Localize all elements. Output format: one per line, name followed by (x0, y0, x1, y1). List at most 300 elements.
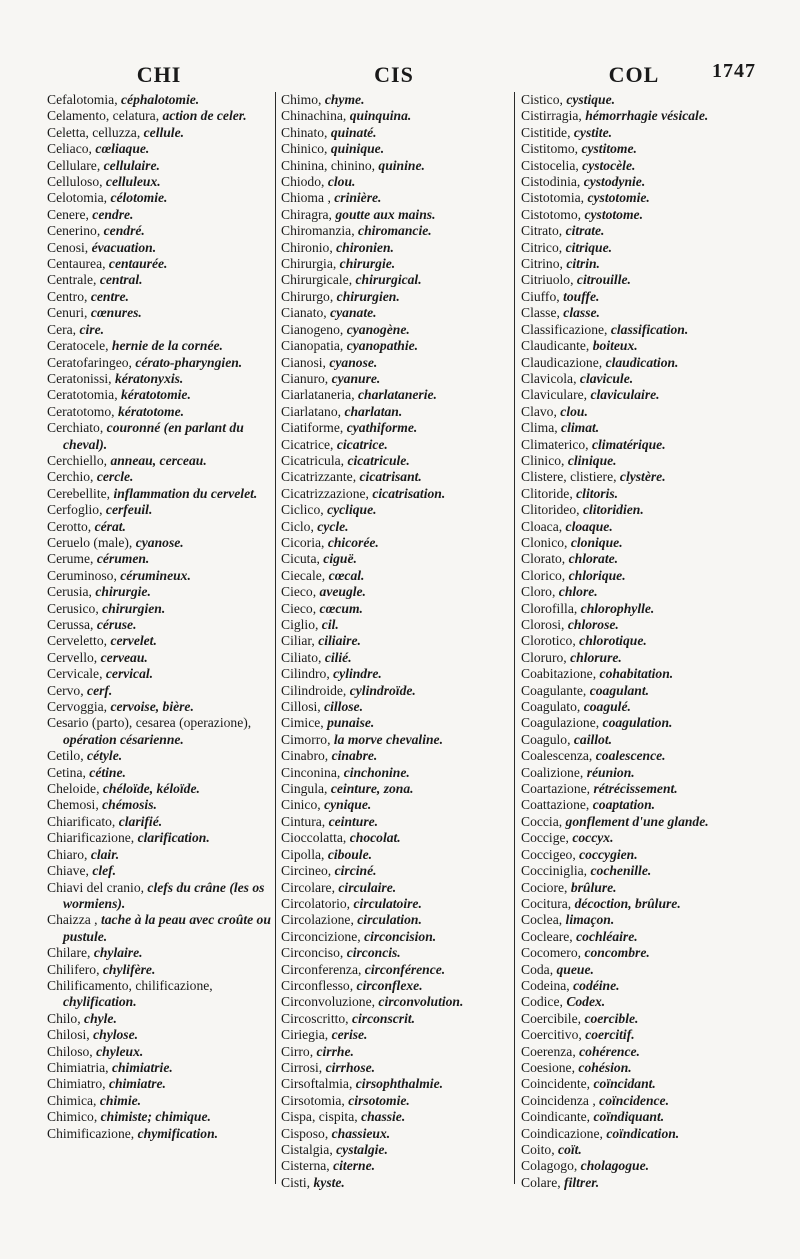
entry-translation: cystite. (573, 124, 613, 140)
entry-term: Ceratofaringeo, (47, 354, 132, 370)
entry-translation: cérat. (94, 518, 126, 534)
dictionary-entry (281, 551, 509, 567)
entry-term: Celamento, celatura, (47, 108, 160, 124)
entry-term: Chinico, (281, 141, 328, 157)
entry-translation: circonvolution. (378, 994, 464, 1010)
entry-translation: coïncidence. (599, 1092, 669, 1108)
dictionary-entry (521, 683, 753, 699)
entry-term: Circonvoluzione, (281, 994, 376, 1010)
dictionary-entry (47, 469, 271, 485)
dictionary-entry (281, 814, 509, 830)
dictionary-entry (521, 125, 753, 141)
dictionary-entry (47, 272, 271, 288)
entry-translation: cohésion. (578, 1059, 632, 1075)
entry-translation: évacuation. (91, 239, 157, 255)
entry-term: Coalescenza, (521, 748, 593, 764)
dictionary-entry (281, 568, 509, 584)
entry-term: Chimificazione, (47, 1125, 135, 1141)
entry-term: Chiloso, (47, 1043, 93, 1059)
dictionary-entry (281, 1044, 509, 1060)
entry-term: Cistodinia, (521, 174, 581, 190)
entry-term: Cerfoglio, (47, 502, 103, 518)
entry-term: Coda, (521, 961, 554, 977)
entry-translation: la morve chevaline. (333, 731, 443, 747)
entry-translation: décoction, brûlure. (574, 895, 681, 911)
entry-translation: cystotome. (584, 206, 643, 222)
dictionary-entry (47, 420, 271, 453)
entry-translation: cicatrice. (336, 436, 388, 452)
entry-translation: cystalgie. (336, 1142, 388, 1157)
entry-term: Ciliar, (281, 633, 315, 649)
entry-translation: chassie. (361, 1109, 406, 1125)
dictionary-entry (281, 108, 509, 124)
dictionary-entry (47, 568, 271, 584)
entry-term: Cesario (parto), cesarea (operazione), (47, 715, 252, 731)
dictionary-entry (521, 1060, 753, 1076)
entry-translation: cycle. (317, 518, 349, 534)
entry-term: Circolare, (281, 879, 335, 895)
entry-translation: cystodynie. (583, 174, 646, 190)
entry-translation: claviculaire. (590, 387, 660, 403)
entry-translation: cicatrisation. (372, 485, 446, 501)
dictionary-entry (47, 535, 271, 551)
entry-translation: codéine. (573, 977, 620, 993)
entry-translation: tache à la peau avec croûte ou pustule. (63, 912, 271, 944)
dictionary-entry (281, 272, 509, 288)
dictionary-entry (281, 978, 509, 994)
entry-term: Celluloso, (47, 174, 103, 190)
dictionary-entry (521, 1027, 753, 1043)
entry-translation: caillot. (573, 731, 613, 747)
dictionary-entry (47, 141, 271, 157)
entry-translation: cinabre. (331, 748, 378, 764)
entry-translation: cyanure. (331, 370, 381, 386)
dictionary-entry (521, 715, 753, 731)
entry-translation: rétrécissement. (593, 781, 678, 797)
dictionary-entry (281, 125, 509, 141)
dictionary-entry (521, 502, 753, 518)
entry-term: Chinato, (281, 124, 328, 140)
dictionary-entry (281, 748, 509, 764)
entry-term: Cirrosi, (281, 1059, 323, 1075)
entry-translation: ciliaire. (318, 633, 361, 649)
dictionary-entry (281, 945, 509, 961)
entry-translation: boiteux. (592, 338, 638, 354)
entry-translation: cœliaque. (95, 141, 150, 157)
entry-translation: cystotomie. (587, 190, 650, 206)
dictionary-entry (281, 535, 509, 551)
entry-term: Cervello, (47, 649, 98, 665)
dictionary-entry (47, 1027, 271, 1043)
entry-translation: cerise. (331, 1027, 368, 1043)
entry-term: Cenerino, (47, 223, 101, 239)
entry-translation: chassieux. (331, 1125, 391, 1141)
entry-translation: chyle. (84, 1010, 117, 1026)
entry-translation: clonique. (570, 534, 623, 550)
dictionary-entry (47, 650, 271, 666)
dictionary-entry (47, 1060, 271, 1076)
entry-translation: clarifié. (118, 813, 163, 829)
dictionary-entry (281, 437, 509, 453)
entry-term: Circonferenza, (281, 961, 362, 977)
entry-translation: cirrhose. (325, 1059, 376, 1075)
entry-translation: chirurgie. (95, 584, 151, 600)
dictionary-entry (521, 994, 753, 1010)
dictionary-entry (521, 781, 753, 797)
entry-term: Chilo, (47, 1010, 81, 1026)
entry-term: Cirsotomia, (281, 1092, 345, 1108)
entry-translation: coercible. (584, 1010, 639, 1026)
entry-translation: climatérique. (591, 436, 666, 452)
entry-term: Cloruro, (521, 649, 567, 665)
dictionary-entry (281, 158, 509, 174)
entry-translation: circulaire. (338, 879, 397, 895)
entry-term: Cillosi, (281, 699, 321, 715)
entry-translation: kératotomie. (121, 387, 191, 403)
entry-term: Citrino, (521, 256, 563, 272)
dictionary-entry (47, 108, 271, 124)
dictionary-entry (521, 945, 753, 961)
entry-translation: clavicule. (579, 370, 634, 386)
entry-translation: chyme. (324, 92, 365, 107)
entry-translation: filtrer. (564, 1174, 600, 1190)
dictionary-entry (281, 601, 509, 617)
entry-term: Chioma , (281, 190, 331, 206)
entry-translation: anneau, cerceau. (110, 452, 207, 468)
entry-translation: hémorrhagie vésicale. (585, 108, 709, 124)
entry-term: Coindicazione, (521, 1125, 603, 1141)
entry-translation: coagulation. (602, 715, 673, 731)
dictionary-entry (47, 355, 271, 371)
entry-translation: claudication. (605, 354, 679, 370)
entry-translation: cil. (321, 617, 339, 632)
entry-translation: quinquina. (349, 108, 412, 124)
entry-term: Ceratonissi, (47, 370, 112, 386)
dictionary-entry (521, 1044, 753, 1060)
entry-translation: cilié. (324, 649, 352, 665)
entry-term: Coincidente, (521, 1076, 591, 1092)
entry-term: Cetilo, (47, 748, 84, 764)
column-divider (275, 92, 276, 1184)
dictionary-entry (281, 1158, 509, 1174)
entry-translation: coït. (558, 1142, 582, 1157)
dictionary-entry (521, 863, 753, 879)
entry-term: Cheloide, (47, 781, 100, 797)
entry-translation: aveugle. (319, 584, 366, 600)
dictionary-entry (47, 748, 271, 764)
entry-translation: cochléaire. (576, 928, 638, 944)
entry-term: Cenuri, (47, 305, 88, 321)
entry-term: Clima, (521, 420, 558, 436)
entry-term: Coalizione, (521, 764, 584, 780)
entry-translation: ciguë. (323, 551, 357, 567)
dictionary-entry (47, 1093, 271, 1109)
entry-term: Circonciso, (281, 945, 344, 961)
dictionary-entry (521, 929, 753, 945)
entry-term: Chiromanzia, (281, 223, 355, 239)
dictionary-entry (521, 814, 753, 830)
entry-translation: chirurgien. (336, 288, 400, 304)
dictionary-entry (521, 322, 753, 338)
dictionary-entry (281, 141, 509, 157)
dictionary-entry (47, 1011, 271, 1027)
entry-term: Cocitura, (521, 895, 572, 911)
entry-term: Coagulante, (521, 682, 587, 698)
entry-term: Cerotto, (47, 518, 92, 534)
entry-translation: clou. (327, 174, 356, 190)
entry-translation: centaurée. (108, 256, 168, 272)
entry-term: Cianopatia, (281, 338, 344, 354)
dictionary-entry (521, 289, 753, 305)
entry-translation: cylindroïde. (349, 682, 416, 698)
entry-term: Chilosi, (47, 1027, 90, 1043)
entry-term: Chinachina, (281, 108, 347, 124)
entry-translation: cyclique. (327, 502, 377, 518)
dictionary-entry (281, 765, 509, 781)
dictionary-entry (47, 289, 271, 305)
entry-term: Ciliato, (281, 649, 322, 665)
entry-translation: citrouille. (576, 272, 631, 288)
entry-translation: goutte aux mains. (335, 206, 436, 222)
entry-translation: celluleux. (105, 174, 161, 190)
dictionary-entry (521, 1175, 753, 1191)
entry-term: Cicatrizzazione, (281, 485, 369, 501)
dictionary-entry (521, 896, 753, 912)
entry-term: Cisterna, (281, 1158, 330, 1174)
entry-translation: clinique. (567, 452, 617, 468)
dictionary-entry (47, 190, 271, 206)
dictionary-entry (47, 880, 271, 913)
entry-term: Ciclo, (281, 518, 314, 534)
dictionary-entry (281, 404, 509, 420)
entry-translation: cicatrisant. (359, 469, 422, 485)
entry-translation: cellule. (143, 124, 185, 140)
dictionary-entry (521, 338, 753, 354)
entry-translation: opération césarienne. (63, 731, 184, 747)
entry-term: Cimice, (281, 715, 324, 731)
entry-translation: ceinture. (328, 813, 379, 829)
entry-term: Cicatrizzante, (281, 469, 357, 485)
entry-term: Cilindro, (281, 666, 330, 682)
entry-translation: céphalotomie. (121, 92, 200, 107)
entry-translation: citerne. (333, 1158, 376, 1174)
entry-translation: chimiste; chimique. (100, 1109, 211, 1125)
dictionary-entry (281, 1076, 509, 1092)
entry-translation: circonflexe. (356, 977, 423, 993)
dictionary-entry (47, 617, 271, 633)
entry-translation: clarification. (137, 830, 210, 846)
entry-term: Cistitide, (521, 124, 571, 140)
entry-translation: coercitif. (585, 1027, 635, 1043)
dictionary-entry (521, 240, 753, 256)
entry-translation: cire. (79, 321, 105, 337)
dictionary-entry (281, 1142, 509, 1158)
entry-translation: cyathiforme. (346, 420, 418, 436)
dictionary-entry (281, 896, 509, 912)
dictionary-entry (521, 880, 753, 896)
entry-term: Cinconina, (281, 764, 341, 780)
entry-translation: clitoridien. (582, 502, 644, 518)
dictionary-entry (47, 92, 271, 108)
dictionary-entry (521, 535, 753, 551)
entry-term: Chirurgo, (281, 288, 334, 304)
entry-term: Cerusia, (47, 584, 92, 600)
dictionary-entry (521, 1126, 753, 1142)
entry-translation: cohérence. (579, 1043, 640, 1059)
entry-term: Chiragra, (281, 206, 332, 222)
entry-term: Chilifero, (47, 961, 100, 977)
dictionary-entry (521, 158, 753, 174)
dictionary-entry (47, 486, 271, 502)
entry-translation: cœnures. (90, 305, 142, 321)
entry-term: Cervicale, (47, 666, 103, 682)
dictionary-entry (521, 797, 753, 813)
entry-translation: cétine. (89, 764, 126, 780)
entry-translation: touffe. (563, 288, 600, 304)
dictionary-entry (521, 551, 753, 567)
entry-term: Coercitivo, (521, 1027, 582, 1043)
entry-term: Cianato, (281, 305, 327, 321)
dictionary-entry (281, 190, 509, 206)
entry-translation: chocolat. (349, 830, 401, 846)
entry-translation: clair. (90, 846, 120, 862)
dictionary-entry (281, 617, 509, 633)
entry-term: Chirurgia, (281, 256, 337, 272)
dictionary-entry (521, 355, 753, 371)
entry-term: Chaizza , (47, 912, 98, 928)
dictionary-entry (281, 1175, 509, 1191)
dictionary-entry (47, 551, 271, 567)
entry-term: Chiaro, (47, 846, 88, 862)
entry-term: Cicatricula, (281, 452, 345, 468)
entry-term: Clavo, (521, 403, 557, 419)
entry-translation: cystocèle. (582, 157, 636, 173)
entry-translation: chirurgie. (339, 256, 396, 272)
entry-term: Coartazione, (521, 781, 591, 797)
entry-translation: quinique. (330, 141, 385, 157)
entry-translation: chironien. (336, 239, 394, 255)
entry-term: Chiave, (47, 863, 89, 879)
entry-translation: kératotome. (117, 403, 185, 419)
column-divider (514, 92, 515, 1184)
dictionary-entry (281, 519, 509, 535)
entry-translation: cyanose. (329, 354, 378, 370)
entry-term: Codeina, (521, 977, 570, 993)
entry-translation: cyanose. (135, 534, 184, 550)
entry-translation: circulatoire. (353, 895, 422, 911)
entry-translation: coccyx. (572, 830, 614, 846)
entry-term: Ciarlataneria, (281, 387, 355, 403)
entry-translation: cyanopathie. (346, 338, 419, 354)
entry-translation: cholagogue. (580, 1158, 650, 1174)
dictionary-entry (281, 880, 509, 896)
entry-translation: chylose. (93, 1027, 139, 1043)
entry-term: Cicoria, (281, 534, 325, 550)
dictionary-entry (521, 568, 753, 584)
entry-term: Citriuolo, (521, 272, 574, 288)
entry-term: Clorotico, (521, 633, 576, 649)
entry-term: Centaurea, (47, 256, 106, 272)
dictionary-entry (47, 699, 271, 715)
dictionary-entry (521, 748, 753, 764)
entry-term: Coccige, (521, 830, 569, 846)
page-number: 1747 (712, 60, 756, 82)
entry-translation: chlorotique. (579, 633, 647, 649)
entry-term: Colare, (521, 1174, 561, 1190)
entry-translation: chimie. (99, 1092, 142, 1108)
entry-term: Cicuta, (281, 551, 320, 567)
entry-term: Cisposo, (281, 1125, 329, 1141)
dictionary-entry (281, 797, 509, 813)
entry-term: Ceratotomia, (47, 387, 118, 403)
entry-term: Cerchio, (47, 469, 94, 485)
entry-term: Chiodo, (281, 174, 325, 190)
entry-translation: classe. (563, 305, 600, 321)
entry-term: Chiarificato, (47, 813, 116, 829)
entry-term: Clistere, clistiere, (521, 469, 617, 485)
entry-term: Cianogeno, (281, 321, 344, 337)
dictionary-entry (521, 1011, 753, 1027)
entry-translation: cinchonine. (343, 764, 410, 780)
dictionary-entry (281, 1027, 509, 1043)
entry-term: Clonico, (521, 534, 568, 550)
entry-term: Classificazione, (521, 321, 608, 337)
entry-term: Cisti, (281, 1174, 311, 1190)
entry-translation: clystère. (619, 469, 666, 485)
entry-translation: cerfeuil. (105, 502, 153, 518)
entry-term: Cieco, (281, 584, 317, 600)
entry-translation: coïndiquant. (593, 1109, 665, 1125)
entry-term: Ciglio, (281, 617, 319, 632)
dictionary-entry (281, 699, 509, 715)
dictionary-entry (47, 666, 271, 682)
entry-term: Chiavi del cranio, (47, 879, 145, 895)
dictionary-entry (47, 174, 271, 190)
entry-translation: chylaire. (93, 945, 143, 961)
entry-term: Ceratotomo, (47, 403, 115, 419)
entry-term: Circineo, (281, 863, 332, 879)
entry-term: Cistirragia, (521, 108, 582, 124)
entry-term: Cistotomia, (521, 190, 585, 206)
dictionary-entry (281, 1093, 509, 1109)
entry-translation: citrique. (565, 239, 613, 255)
dictionary-entry (47, 519, 271, 535)
entry-term: Coccia, (521, 813, 563, 829)
entry-term: Circoncizione, (281, 928, 361, 944)
entry-term: Cerusico, (47, 600, 99, 616)
entry-translation: cylindre. (333, 666, 382, 682)
entry-translation: chlorophylle. (580, 600, 655, 616)
entry-translation: cervelet. (110, 633, 157, 649)
dictionary-entry (47, 863, 271, 879)
entry-term: Clitorideo, (521, 502, 580, 518)
entry-column-middle (281, 92, 509, 1191)
entry-term: Cefalotomia, (47, 92, 118, 107)
entry-translation: coccygien. (579, 846, 638, 862)
entry-translation: punaise. (327, 715, 375, 731)
dictionary-entry (521, 420, 753, 436)
entry-term: Coagulo, (521, 731, 571, 747)
entry-term: Ciuffo, (521, 288, 560, 304)
entry-translation: brûlure. (570, 879, 617, 895)
dictionary-entry (521, 387, 753, 403)
entry-translation: clef. (92, 863, 117, 879)
entry-translation: cicatricule. (347, 452, 410, 468)
entry-translation: cérato-pharyngien. (135, 354, 243, 370)
entry-term: Cistotomo, (521, 206, 582, 222)
entry-term: Centrale, (47, 272, 97, 288)
entry-term: Circonflesso, (281, 977, 354, 993)
